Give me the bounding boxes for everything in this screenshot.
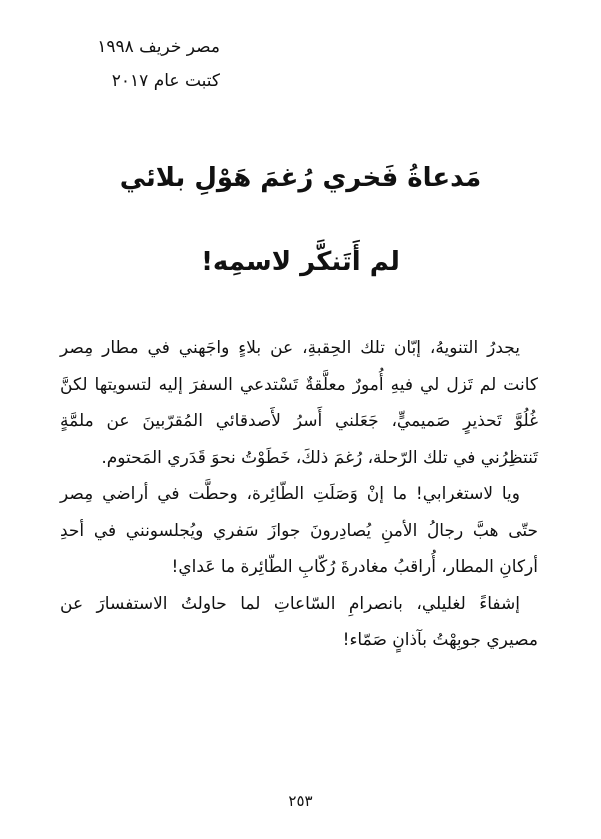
paragraph-2: ويا لاستغرابي! ما إنْ وَصَلَتِ الطّائِرة، وحطَّت في أراضي مِصر حتّى هبَّ رجالُ الأمنِ يُصادِرونَ جوازَ سَفري ويُجلسونني في أحدِ أركانِ المطار، أُراقبُ مغادرةَ رُكّابِ الطّائِرة ما عَداي! bbox=[60, 484, 538, 577]
page-number: ٢٥٣ bbox=[288, 792, 313, 810]
paragraph-3: إشفاءً لغليلي، بانصرامِ السّاعاتِ لما حاولتُ الاستفسارَ عن مصيري جوبِهْتُ بآذانٍ صَمّاء! bbox=[60, 593, 538, 650]
written-year-line: كتبت عام ٢٠١٧ bbox=[111, 71, 220, 91]
chapter-subtitle: لم أَتَنكَّر لاسمِه! bbox=[201, 247, 400, 277]
paragraph-1: يجدرُ التنويهُ، إبّان تلك الحِقبةِ، عن بلاءٍ واجَهني في مطار مِصر كانت لم تَزل لي فيهِ أُمورٌ معلَّقةٌ تَسْتدعي السفرَ إليه لتسويتها لكنَّ غُلُوَّ تَحذيرٍ صَميميٍّ، جَعَلني أَسرُ لأَصدقائي المُقرّبينَ عن ملمَّةٍ تَنتظِرُني في تلك الرّحلة، رُغمَ ذلكَ، خَطَوْتُ نحوَ قَدَري المَحتوم. bbox=[60, 338, 538, 468]
body-text bbox=[60, 330, 538, 659]
place-date-line: مصر خريف ١٩٩٨ bbox=[97, 37, 220, 57]
date-place-note bbox=[0, 30, 220, 98]
chapter-title: مَدعاةُ فَخري رُغمَ هَوْلِ بلائي bbox=[119, 163, 482, 193]
